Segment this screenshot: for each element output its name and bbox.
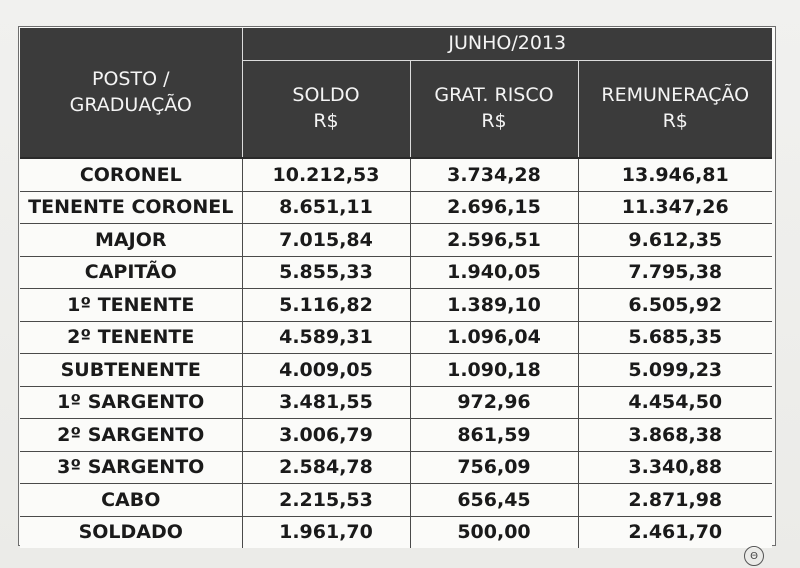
cell-grat-risco: 972,96 [410,386,578,419]
cell-remuneracao: 13.946,81 [578,158,772,191]
table-row [20,451,772,484]
header-row-period [20,28,772,61]
cell-grat-risco: 3.734,28 [410,158,578,191]
table-row [20,386,772,419]
cell-remuneracao: 4.454,50 [578,386,772,419]
cell-soldo: 1.961,70 [242,516,410,548]
cell-soldo: 4.589,31 [242,321,410,354]
cell-rank: 2º TENENTE [20,321,242,354]
header-remuneracao [578,61,772,159]
table-body [20,158,772,548]
table-row [20,256,772,289]
cell-soldo: 10.212,53 [242,158,410,191]
cell-remuneracao: 7.795,38 [578,256,772,289]
cell-rank: CORONEL [20,158,242,191]
table-row [20,191,772,224]
cell-rank: 1º TENENTE [20,289,242,322]
header-grat-risco [410,61,578,159]
cell-rank: SOLDADO [20,516,242,548]
cell-grat-risco: 861,59 [410,419,578,452]
cell-grat-risco: 1.096,04 [410,321,578,354]
cell-remuneracao: 3.340,88 [578,451,772,484]
cell-remuneracao: 5.099,23 [578,354,772,387]
cell-soldo: 5.855,33 [242,256,410,289]
cell-remuneracao: 2.871,98 [578,484,772,517]
cell-grat-risco: 2.696,15 [410,191,578,224]
cell-soldo: 7.015,84 [242,224,410,257]
cell-soldo: 3.481,55 [242,386,410,419]
header-rank-line2: GRADUAÇÃO [69,93,192,116]
header-soldo [242,61,410,159]
cell-remuneracao: 6.505,92 [578,289,772,322]
cell-grat-risco: 2.596,51 [410,224,578,257]
cell-rank: SUBTENENTE [20,354,242,387]
cell-rank: 2º SARGENTO [20,419,242,452]
table-row [20,224,772,257]
header-soldo-name: SOLDO [292,84,360,107]
cell-soldo: 2.215,53 [242,484,410,517]
table-row [20,158,772,191]
cell-rank: CABO [20,484,242,517]
header-period: JUNHO/2013 [242,28,772,61]
cell-soldo: 2.584,78 [242,451,410,484]
cell-grat-risco: 500,00 [410,516,578,548]
header-grat-unit: R$ [481,110,507,132]
cell-rank: MAJOR [20,224,242,257]
table-row [20,354,772,387]
header-rem-name: REMUNERAÇÃO [601,84,750,107]
pay-table-container [20,28,772,548]
cell-soldo: 5.116,82 [242,289,410,322]
table-row [20,516,772,548]
cell-remuneracao: 9.612,35 [578,224,772,257]
table-row [20,289,772,322]
cell-soldo: 4.009,05 [242,354,410,387]
pay-table [20,28,772,548]
cell-grat-risco: 756,09 [410,451,578,484]
table-header [20,28,772,158]
cell-remuneracao: 3.868,38 [578,419,772,452]
cell-grat-risco: 1.940,05 [410,256,578,289]
cell-remuneracao: 11.347,26 [578,191,772,224]
header-grat-name: GRAT. RISCO [434,84,554,107]
cell-rank: 1º SARGENTO [20,386,242,419]
cell-grat-risco: 656,45 [410,484,578,517]
table-row [20,484,772,517]
circle-stamp-icon: Θ [744,546,764,566]
header-rank-line1: POSTO / [92,67,170,90]
cell-grat-risco: 1.090,18 [410,354,578,387]
header-rank [20,28,242,158]
cell-rank: TENENTE CORONEL [20,191,242,224]
cell-rank: 3º SARGENTO [20,451,242,484]
table-row [20,419,772,452]
cell-soldo: 3.006,79 [242,419,410,452]
cell-remuneracao: 2.461,70 [578,516,772,548]
table-row [20,321,772,354]
cell-rank: CAPITÃO [20,256,242,289]
header-soldo-unit: R$ [313,110,339,132]
cell-remuneracao: 5.685,35 [578,321,772,354]
header-rem-unit: R$ [662,110,688,132]
cell-soldo: 8.651,11 [242,191,410,224]
cell-grat-risco: 1.389,10 [410,289,578,322]
